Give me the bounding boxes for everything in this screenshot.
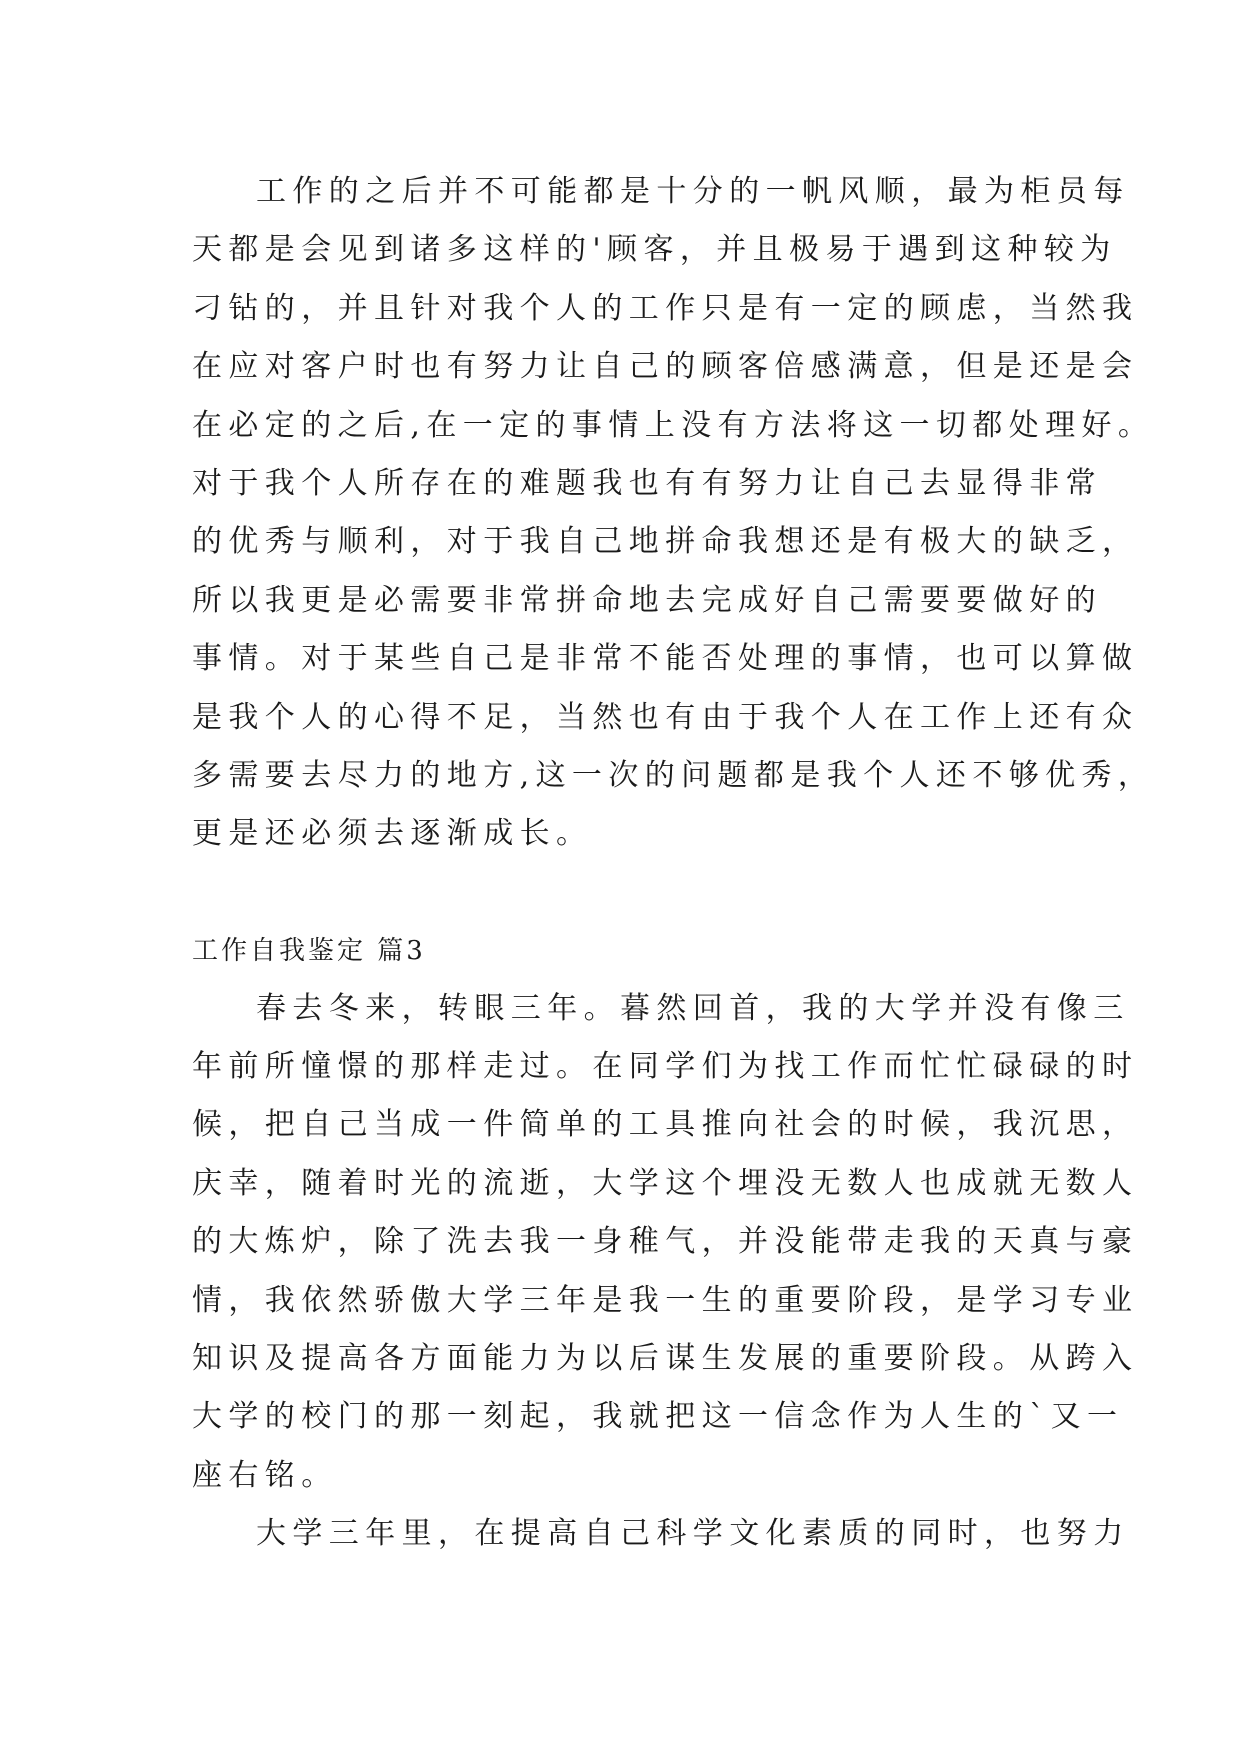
- text-line: 年前所憧憬的那样走过。在同学们为找工作而忙忙碌碌的时: [192, 1049, 1139, 1085]
- text-line: 刁钻的，并且针对我个人的工作只是有一定的顾虑，当然我: [192, 290, 1139, 326]
- text-line: 多需要去尽力的地方,这一次的问题都是我个人还不够优秀，: [192, 757, 1155, 793]
- text-line: 在必定的之后,在一定的事情上没有方法将这一切都处理好。: [192, 407, 1155, 443]
- text-line: 的大炼炉，除了洗去我一身稚气，并没能带走我的天真与豪: [192, 1224, 1139, 1260]
- text-line: 大学的校门的那一刻起，我就把这一信念作为人生的`又一: [192, 1399, 1124, 1435]
- text-line: 工作的之后并不可能都是十分的一帆风顺，最为柜员每: [256, 174, 1130, 209]
- text-line: 知识及提高各方面能力为以后谋生发展的重要阶段。从跨入: [192, 1341, 1139, 1377]
- text-line: 天都是会见到诸多这样的'顾客，并且极易于遇到这种较为: [192, 232, 1117, 268]
- text-line: 在应对客户时也有努力让自己的顾客倍感满意，但是还是会: [192, 349, 1139, 385]
- section-heading: 工作自我鉴定 篇3: [192, 935, 426, 966]
- text-line: 候，把自己当成一件简单的工具推向社会的时候，我沉思，: [192, 1107, 1139, 1143]
- text-line: 是我个人的心得不足，当然也有由于我个人在工作上还有众: [192, 699, 1139, 735]
- document-body: [192, 163, 1155, 1564]
- section-spacer: [192, 864, 1052, 922]
- text-line: 更是还必须去逐渐成长。: [192, 816, 593, 852]
- text-line: 所以我更是必需要非常拼命地去完成好自己需要要做好的: [192, 582, 1102, 618]
- text-line: 大学三年里，在提高自己科学文化素质的同时，也努力: [256, 1516, 1130, 1552]
- text-line: 的优秀与顺利，对于我自己地拼命我想还是有极大的缺乏，: [192, 524, 1139, 560]
- text-line: 春去冬来，转眼三年。暮然回首，我的大学并没有像三: [256, 990, 1130, 1026]
- text-line: 对于我个人所存在的难题我也有有努力让自己去显得非常: [192, 465, 1102, 501]
- text-line: 情，我依然骄傲大学三年是我一生的重要阶段，是学习专业: [192, 1282, 1139, 1318]
- text-line: 座右铭。: [192, 1457, 338, 1493]
- text-line: 庆幸，随着时光的流逝，大学这个埋没无数人也成就无数人: [192, 1165, 1139, 1201]
- text-line: 事情。对于某些自己是非常不能否处理的事情，也可以算做: [192, 641, 1139, 677]
